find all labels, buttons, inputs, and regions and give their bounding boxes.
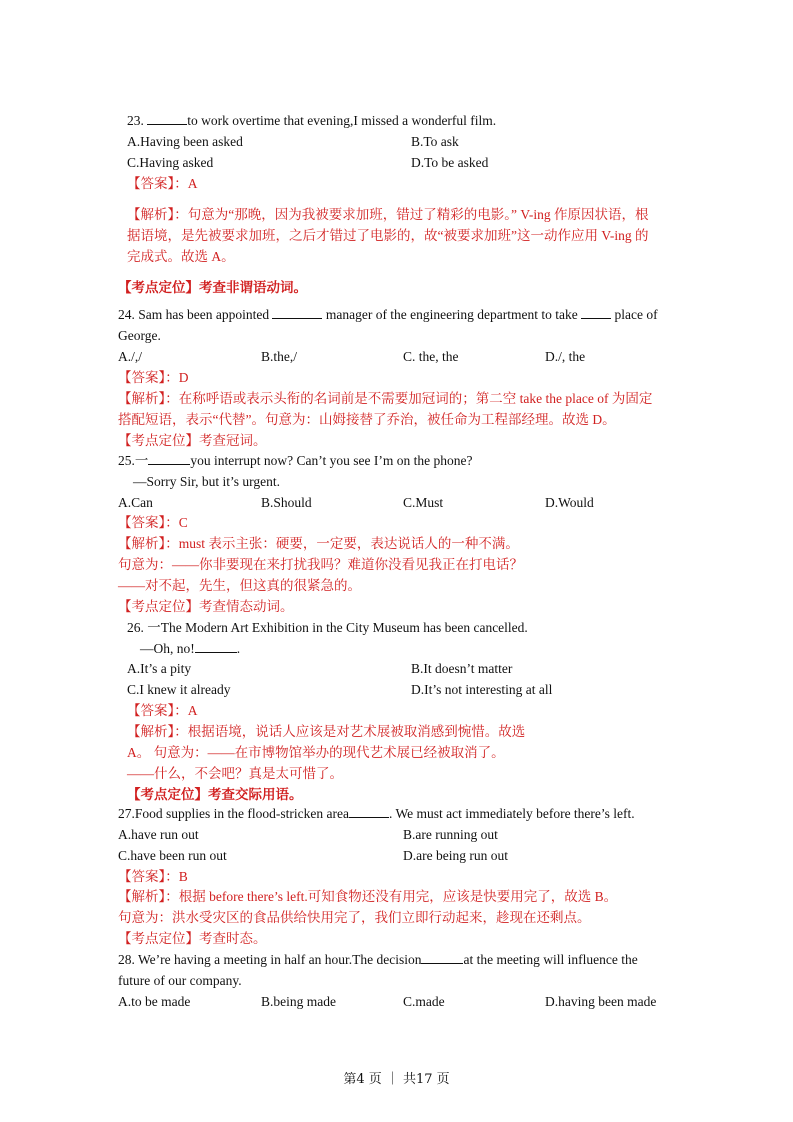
q26-point: 【考点定位】考查交际用语。 (127, 787, 303, 802)
q27-analysis-line1: 【解析】：根据 before there’s left.可知食物还没有用完，应该是快要用完了，故选 B。 (118, 889, 618, 904)
q26-analysis-line3: ——什么，不会吧？真是太可惜了。 (127, 766, 343, 781)
q28-option-d: D.having been made (545, 994, 657, 1009)
q26-answer (127, 702, 198, 720)
q28-text-a: 28. We’re having a meeting in half an hour.The decision (118, 952, 422, 967)
q27-text-a: 27.Food supplies in the flood-stricken area (118, 806, 349, 821)
q23-option-b: B.To ask (411, 134, 459, 149)
q24-option-c: C. the, the (403, 349, 459, 364)
q26-analysis-line2: A。 句意为：——在市博物馆举办的现代艺术展已经被取消了。 (127, 745, 505, 760)
q27-analysis-line2: 句意为：洪水受灾区的食品供给快用完了，我们立即行动起来，趁现在还剩点。 (118, 910, 591, 925)
q25-option-d: D.Would (545, 495, 594, 510)
q25-text-a: 25.一 (118, 453, 149, 468)
q28-stem (118, 951, 638, 969)
q23-answer (127, 175, 198, 193)
q23-blank (147, 112, 187, 125)
q24-text-b: manager of the engineering department to take (322, 307, 582, 322)
q27-point: 【考点定位】考查时态。 (118, 931, 267, 946)
q23-answer-label: 【答案】： (127, 176, 188, 191)
q23-text: to work overtime that evening,I missed a wonderful film. (187, 113, 497, 128)
q24-option-b: B.the,/ (261, 349, 297, 364)
q24-stem (118, 306, 658, 324)
q24-text-a: 24. Sam has been appointed (118, 307, 273, 322)
q23-answer-value: A (187, 176, 198, 191)
q26-text-c: . (236, 641, 241, 656)
q26-answer-value: A (187, 703, 198, 718)
q26-option-c: C.I knew it already (127, 682, 231, 697)
q24-option-a: A./,/ (118, 349, 143, 364)
q25-point: 【考点定位】考查情态动词。 (118, 599, 294, 614)
q26-answer-label: 【答案】： (127, 703, 188, 718)
q28-option-b: B.being made (261, 994, 336, 1009)
q27-text-b: . We must act immediately before there’s left. (388, 806, 635, 821)
q24-blank-2 (581, 306, 611, 319)
q24-stem-cont: George. (118, 328, 161, 343)
q25-option-b: B.Should (261, 495, 312, 510)
q28-blank (421, 951, 463, 964)
q28-option-a: A.to be made (118, 994, 191, 1009)
q25-analysis-line2: 句意为：——你非要现在来打扰我吗？难道你没看见我正在打电话？ (118, 557, 523, 572)
q27-blank (349, 805, 389, 818)
q26-stem: 26. 一The Modern Art Exhibition in the City Museum has been cancelled. (127, 620, 528, 635)
q27-stem (118, 805, 635, 823)
q25-text-b: you interrupt now? Can’t you see I’m on the phone? (190, 453, 473, 468)
q25-reply: —Sorry Sir, but it’s urgent. (133, 474, 280, 489)
q25-option-c: C.Must (403, 495, 444, 510)
q27-answer: 【答案】：B (118, 869, 188, 884)
q23-point: 【考点定位】考查非谓语动词。 (118, 280, 307, 295)
q23-option-c: C.Having asked (127, 155, 214, 170)
q23-option-d: D.To be asked (411, 155, 489, 170)
q24-text-c: place of (611, 307, 658, 322)
q26-reply (140, 640, 240, 658)
q28-text-b: at the meeting will influence the (463, 952, 638, 967)
q24-blank-1 (272, 306, 322, 319)
q25-answer: 【答案】：C (118, 515, 188, 530)
q28-stem-cont: future of our company. (118, 973, 242, 988)
q24-analysis-line2: 搭配短语，表示“代替”。句意为：山姆接替了乔治，被任命为工程部经理。故选 D。 (118, 412, 616, 427)
q26-text-b: —Oh, no! (140, 641, 195, 656)
q27-option-b: B.are running out (403, 827, 498, 842)
q25-blank (148, 452, 190, 465)
q23-analysis-line1: 【解析】：句意为“那晚，因为我被要求加班，错过了精彩的电影。” V-ing 作原因状语，根 (127, 207, 649, 222)
q24-answer: 【答案】：D (118, 370, 189, 385)
q24-point: 【考点定位】考查冠词。 (118, 433, 267, 448)
q28-option-c: C.made (403, 994, 445, 1009)
q26-option-d: D.It’s not interesting at all (411, 682, 553, 697)
q23-option-a: A.Having been asked (127, 134, 243, 149)
q24-analysis-line1: 【解析】：在称呼语或表示头衔的名词前是不需要加冠词的；第二空 take the place of 为固定 (118, 391, 653, 406)
q25-analysis-line3: ——对不起，先生，但这真的很紧急的。 (118, 578, 361, 593)
q23-number: 23. (127, 113, 148, 128)
q25-stem (118, 452, 472, 470)
q23-analysis-line2: 据语境，是先被要求加班，之后才错过了电影的，故“被要求加班”这一动作应用 V-ing 的 (127, 228, 649, 243)
page-footer: 第4 页 ｜ 共17 页 (343, 1072, 450, 1087)
q23-stem (127, 112, 496, 130)
q26-option-b: B.It doesn’t matter (411, 661, 513, 676)
q23-analysis-line3: 完成式。故选 A。 (127, 249, 235, 264)
q24-option-d: D./, the (545, 349, 586, 364)
q27-option-c: C.have been run out (118, 848, 227, 863)
q27-option-a: A.have run out (118, 827, 199, 842)
q26-analysis-line1: 【解析】：根据语境，说话人应该是对艺术展被取消感到惋惜。故选 (127, 724, 526, 739)
q26-blank (195, 640, 237, 653)
q25-option-a: A.Can (118, 495, 153, 510)
q25-analysis-line1: 【解析】：must 表示主张：硬要，一定要，表达说话人的一种不满。 (118, 536, 519, 551)
q26-option-a: A.It’s a pity (127, 661, 192, 676)
q27-option-d: D.are being run out (403, 848, 508, 863)
